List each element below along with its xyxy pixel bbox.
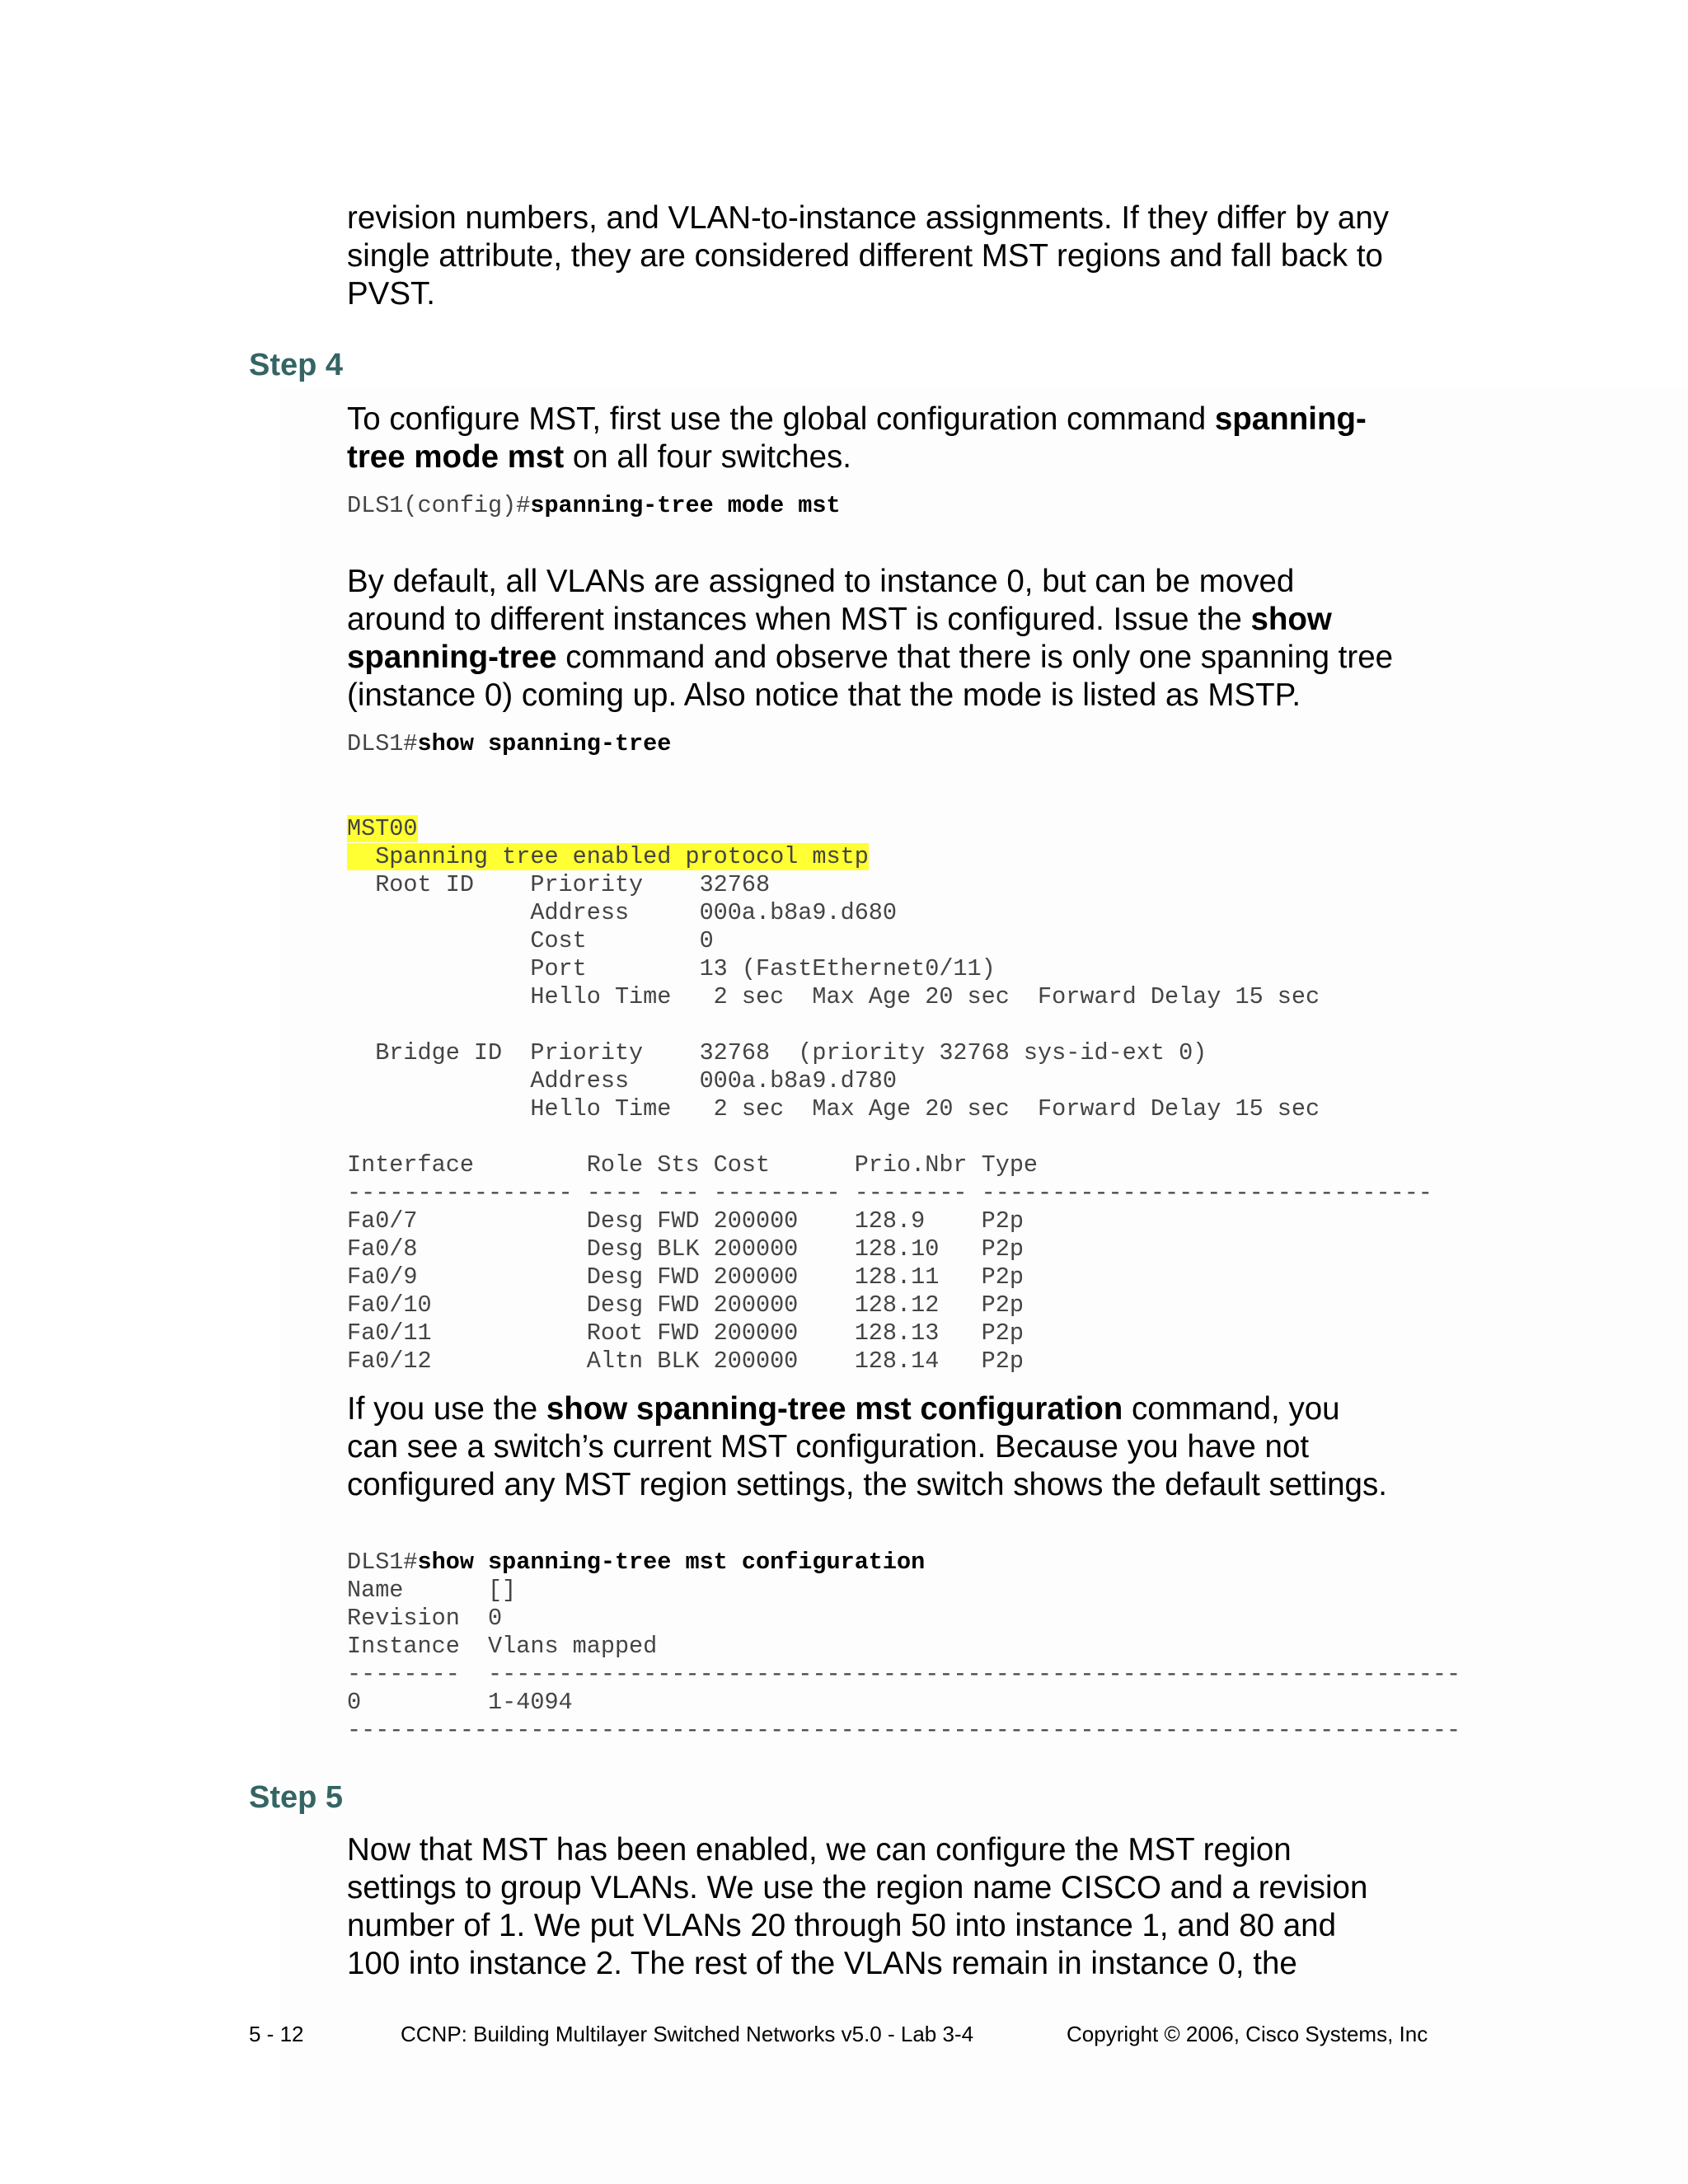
output-line: Address 000a.b8a9.d780 bbox=[347, 1067, 898, 1094]
step5-heading: Step 5 bbox=[249, 1780, 344, 1815]
cli-command: spanning-tree mode mst bbox=[530, 492, 841, 519]
para-line bbox=[347, 438, 1451, 476]
output-line: Hello Time 2 sec Max Age 20 sec Forward Delay 15 sec bbox=[347, 983, 1320, 1010]
para-line bbox=[347, 639, 1451, 677]
para-line: can see a switch’s current MST configuration. Because you have not bbox=[347, 1429, 1310, 1465]
command-keyword: tree mode mst bbox=[347, 439, 565, 475]
step4-paragraph-3 bbox=[347, 1390, 1451, 1504]
output-line bbox=[347, 1123, 1432, 1151]
cli-command: show spanning-tree mst configuration bbox=[417, 1549, 926, 1576]
output-line: Bridge ID Priority 32768 (priority 32768 sys-id-ext 0) bbox=[347, 1039, 1207, 1066]
para-text: command, you bbox=[1123, 1391, 1340, 1427]
command-keyword: spanning- bbox=[1214, 401, 1367, 437]
intro-paragraph bbox=[347, 199, 1451, 313]
output-line: Fa0/7 Desg FWD 200000 128.9 P2p bbox=[347, 1207, 1024, 1235]
intro-line: PVST. bbox=[347, 276, 435, 312]
para-line: configured any MST region settings, the switch shows the default settings. bbox=[347, 1467, 1387, 1502]
output-line: Fa0/11 Root FWD 200000 128.13 P2p bbox=[347, 1319, 1024, 1347]
step5-paragraph bbox=[347, 1831, 1451, 1983]
output-line: ------------------------------------------------------------------------------- bbox=[347, 1717, 1461, 1744]
para-text: If you use the bbox=[347, 1391, 546, 1427]
output-line: 0 1-4094 bbox=[347, 1689, 573, 1716]
footer-title: CCNP: Building Multilayer Switched Networks v5.0 - Lab 3-4 bbox=[401, 2022, 974, 2046]
para-text: around to different instances when MST is configured. Issue the bbox=[347, 602, 1251, 637]
output-line bbox=[347, 1549, 1461, 1577]
para-text: command and observe that there is only one spanning tree bbox=[556, 640, 1394, 675]
para-text: To configure MST, first use the global configuration command bbox=[347, 401, 1215, 437]
para-line: By default, all VLANs are assigned to instance 0, but can be moved bbox=[347, 564, 1295, 599]
output-line: Fa0/10 Desg FWD 200000 128.12 P2p bbox=[347, 1291, 1024, 1319]
intro-line: single attribute, they are considered different MST regions and fall back to bbox=[347, 238, 1383, 274]
output-line: Fa0/8 Desg BLK 200000 128.10 P2p bbox=[347, 1235, 1024, 1263]
output-line bbox=[347, 815, 1432, 843]
output-line: Address 000a.b8a9.d680 bbox=[347, 899, 898, 926]
output-line: Cost 0 bbox=[347, 927, 714, 954]
output-line: Name [] bbox=[347, 1577, 517, 1604]
para-line: number of 1. We put VLANs 20 through 50 into instance 1, and 80 and bbox=[347, 1908, 1337, 1943]
footer-page-number: 5 - 12 bbox=[249, 2022, 304, 2046]
para-line: settings to group VLANs. We use the region name CISCO and a revision bbox=[347, 1870, 1368, 1905]
output-line: Hello Time 2 sec Max Age 20 sec Forward Delay 15 sec bbox=[347, 1095, 1320, 1122]
output-line: Instance Vlans mapped bbox=[347, 1633, 658, 1660]
highlighted-text: MST00 bbox=[347, 815, 418, 842]
para-line bbox=[347, 1390, 1451, 1428]
cli-command: show spanning-tree bbox=[417, 730, 672, 757]
command-keyword: show spanning-tree mst configuration bbox=[546, 1391, 1123, 1427]
output-line bbox=[347, 843, 1432, 871]
step4-paragraph-1 bbox=[347, 401, 1451, 476]
command-keyword: spanning-tree bbox=[347, 640, 557, 675]
output-line: ---------------- ---- --- --------- -------- -------------------------------- bbox=[347, 1179, 1432, 1207]
output-line bbox=[347, 1011, 1432, 1039]
command-mode-mst bbox=[347, 492, 841, 520]
output-line: -------- --------------------------------------------------------------------- bbox=[347, 1661, 1461, 1688]
output-line: Interface Role Sts Cost Prio.Nbr Type bbox=[347, 1151, 1039, 1179]
para-line: 100 into instance 2. The rest of the VLANs remain in instance 0, the bbox=[347, 1946, 1297, 1981]
para-line bbox=[347, 601, 1451, 639]
output-line: Fa0/9 Desg FWD 200000 128.11 P2p bbox=[347, 1263, 1024, 1291]
cli-prompt: DLS1# bbox=[347, 730, 418, 757]
para-line: (instance 0) coming up. Also notice that the mode is listed as MSTP. bbox=[347, 677, 1301, 713]
output-line: Port 13 (FastEthernet0/11) bbox=[347, 955, 996, 982]
intro-line: revision numbers, and VLAN-to-instance assignments. If they differ by any bbox=[347, 200, 1389, 236]
para-line bbox=[347, 401, 1451, 438]
command-keyword: show bbox=[1250, 602, 1332, 637]
cli-prompt: DLS1# bbox=[347, 1549, 418, 1576]
para-text: on all four switches. bbox=[564, 439, 851, 475]
cli-prompt: DLS1(config)# bbox=[347, 492, 531, 519]
para-line: Now that MST has been enabled, we can configure the MST region bbox=[347, 1832, 1292, 1868]
step4-heading: Step 4 bbox=[249, 348, 344, 382]
spanning-tree-output bbox=[347, 787, 1432, 1404]
mst-configuration-output bbox=[347, 1521, 1461, 1773]
command-show-spanning-tree bbox=[347, 730, 671, 758]
highlighted-text: Spanning tree enabled protocol mstp bbox=[347, 843, 869, 870]
step4-paragraph-2 bbox=[347, 563, 1451, 715]
output-line: Root ID Priority 32768 bbox=[347, 871, 771, 898]
output-line: Revision 0 bbox=[347, 1605, 503, 1632]
footer-copyright: Copyright © 2006, Cisco Systems, Inc bbox=[1067, 2022, 1428, 2046]
output-line: Fa0/12 Altn BLK 200000 128.14 P2p bbox=[347, 1347, 1024, 1375]
